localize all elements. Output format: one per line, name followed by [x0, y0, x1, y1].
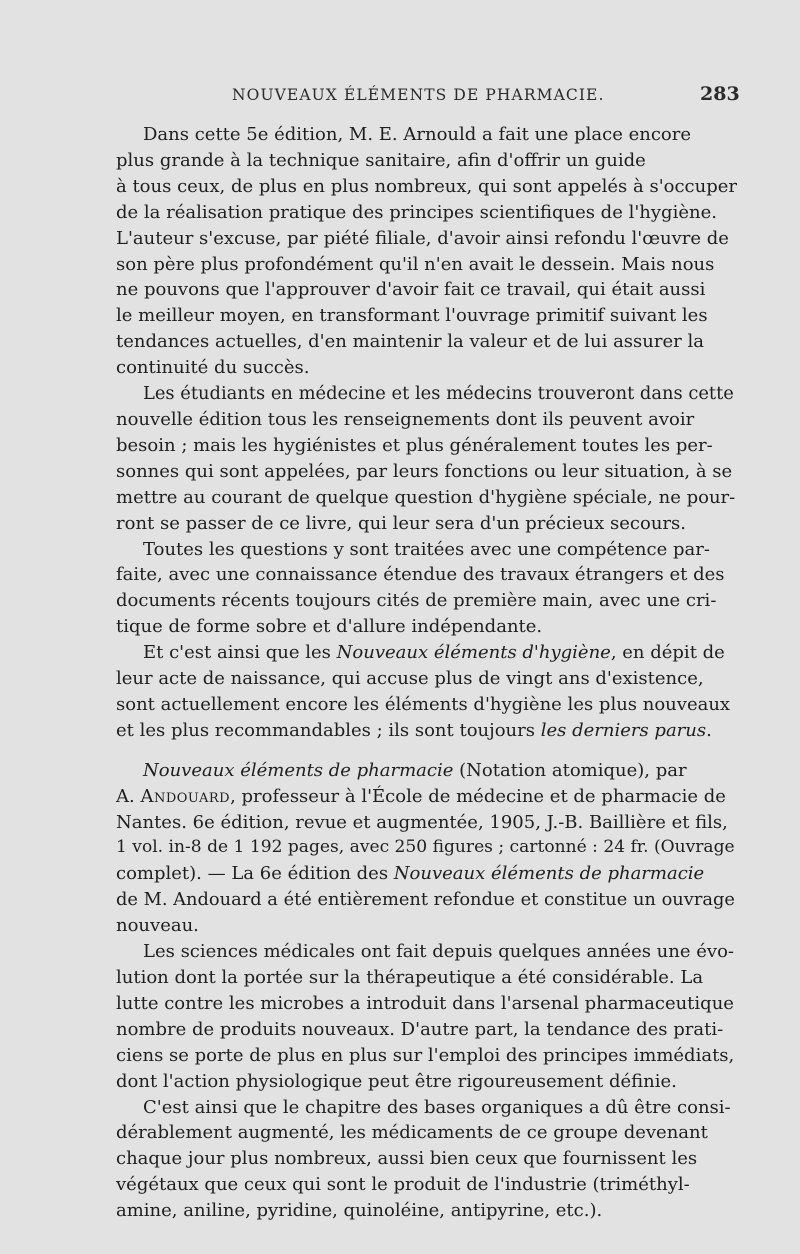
text-line: Les sciences médicales ont fait depuis quelques années une évo-: [143, 941, 734, 963]
section-gap: [116, 744, 738, 758]
page-header: [0, 83, 800, 114]
text-line: dont l'action physiologique peut être rigoureusement définie.: [116, 1070, 677, 1092]
text-span: et les plus recommandables ; ils sont toujours: [116, 719, 535, 741]
book-title-hygiene: Nouveaux éléments d'hygiène: [336, 642, 611, 664]
text-span: complet). — La 6e édition des: [116, 863, 389, 885]
text-span: .: [706, 719, 712, 741]
text-line: 1 vol. in-8 de 1 192 pages, avec 250 figures ; cartonné : 24 fr. (Ouvrage: [116, 837, 735, 858]
text-line: son père plus profondément qu'il n'en avait le dessein. Mais nous: [116, 253, 715, 275]
review-entry: [116, 758, 738, 939]
text-line: le meilleur moyen, en transformant l'ouvrage primitif suivant les: [116, 305, 708, 327]
text-line: de la réalisation pratique des principes scientifiques de l'hygiène.: [116, 201, 717, 223]
text-line: Toutes les questions y sont traitées avec une compétence par-: [143, 538, 710, 560]
text-span: Et c'est ainsi que les: [143, 642, 331, 664]
text-line: sont actuellement encore les éléments d'hygiène les plus nouveaux: [116, 693, 731, 715]
book-title-pharmacie: Nouveaux éléments de pharmacie: [143, 759, 454, 781]
text-line: [116, 784, 738, 810]
text-line: Les étudiants en médecine et les médecins trouveront dans cette: [143, 383, 734, 405]
text-line: continuité du succès.: [116, 357, 310, 379]
text-line: lutte contre les microbes a introduit dans l'arsenal pharmaceutique: [116, 992, 734, 1014]
text-line: [116, 758, 738, 784]
text-line: nouvelle édition tous les renseignements dont ils peuvent avoir: [116, 408, 695, 430]
text-line: végétaux que ceux qui sont le produit de l'industrie (triméthyl-: [116, 1174, 690, 1196]
text-line: [116, 861, 738, 887]
paragraph: [116, 537, 738, 641]
running-title: NOUVEAUX ÉLÉMENTS DE PHARMACIE.: [232, 86, 605, 104]
text-line: dérablement augmenté, les médicaments de ce groupe devenant: [116, 1122, 708, 1144]
text-line: ne pouvons que l'approuver d'avoir fait ce travail, qui était aussi: [116, 279, 706, 301]
italic-phrase: les derniers parus: [540, 719, 707, 741]
book-title-pharmacie: Nouveaux éléments de pharmacie: [393, 863, 705, 885]
page-number: 283: [700, 83, 740, 105]
author-name: Andouard: [140, 785, 231, 807]
text-span: , en dépit de: [610, 642, 725, 664]
paragraph: [116, 381, 738, 536]
text-line: Nantes. 6e édition, revue et augmentée, 1905, J.-B. Baillière et fils,: [116, 811, 728, 833]
paragraph: [116, 640, 738, 744]
text-line: mettre au courant de quelque question d'hygiène spéciale, ne pour-: [116, 486, 736, 508]
text-line: plus grande à la technique sanitaire, afin d'offrir un guide: [116, 149, 646, 171]
text-line: nombre de produits nouveaux. D'autre part, la tendance des prati-: [116, 1018, 724, 1040]
text-line: lution dont la portée sur la thérapeutique a été considérable. La: [116, 967, 704, 988]
text-line: sonnes qui sont appelées, par leurs fonctions ou leur situation, à se: [116, 460, 733, 482]
text-line: nouveau.: [116, 915, 199, 937]
text-line: de M. Andouard a été entièrement refondue et constitue un ouvrage: [116, 889, 735, 911]
text-line: amine, aniline, pyridine, quinoléine, antipyrine, etc.).: [116, 1200, 603, 1222]
paragraph: [116, 939, 738, 1094]
text-span: (Notation atomique), par: [459, 759, 687, 781]
text-line: chaque jour plus nombreux, aussi bien ceux que fournissent les: [116, 1148, 698, 1170]
text-line: Dans cette 5e édition, M. E. Arnould a fait une place encore: [143, 124, 691, 145]
text-line: faite, avec une connaissance étendue des travaux étrangers et des: [116, 564, 725, 586]
text-line: ciens se porte de plus en plus sur l'emploi des principes immédiats,: [116, 1044, 735, 1066]
text-line: [116, 718, 738, 744]
text-line: besoin ; mais les hygiénistes et plus généralement toutes les per-: [116, 434, 713, 456]
text-line: à tous ceux, de plus en plus nombreux, qui sont appelés à s'occuper: [116, 175, 738, 197]
author-initial: A.: [116, 785, 135, 807]
text-line: leur acte de naissance, qui accuse plus de vingt ans d'existence,: [116, 668, 704, 690]
text-line: tique de forme sobre et d'allure indépendante.: [116, 616, 543, 638]
paragraph: [116, 122, 738, 381]
text-line: C'est ainsi que le chapitre des bases organiques a dû être consi-: [143, 1096, 731, 1118]
text-line: L'auteur s'excuse, par piété filiale, d'avoir ainsi refondu l'œuvre de: [116, 227, 729, 249]
text-span: , professeur à l'École de médecine et de pharmacie de: [230, 785, 726, 807]
text-line: ront se passer de ce livre, qui leur sera d'un précieux secours.: [116, 512, 686, 534]
text-line: [116, 640, 738, 666]
paragraph: [116, 1095, 738, 1225]
text-line: tendances actuelles, d'en maintenir la valeur et de lui assurer la: [116, 331, 704, 353]
text-line: documents récents toujours cités de première main, avec une cri-: [116, 590, 717, 612]
body-text: [116, 122, 738, 1224]
